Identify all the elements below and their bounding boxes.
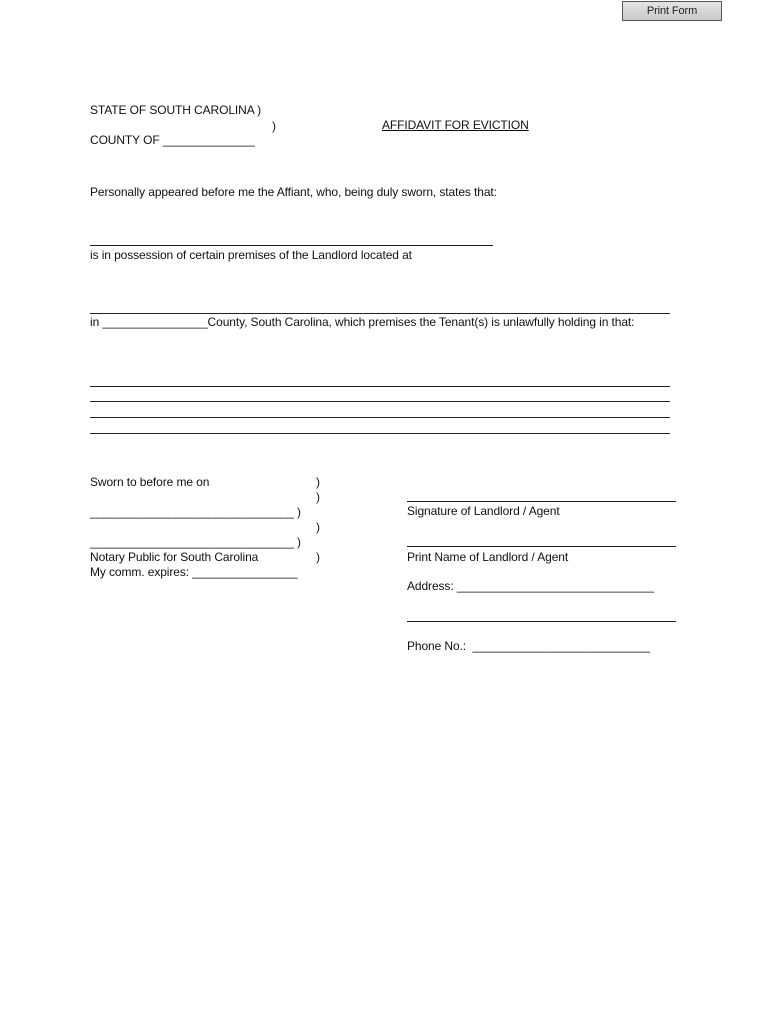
county-statement: in ________________County, South Carolina, which premises the Tenant(s) is unlawfully holding in that: (90, 315, 635, 329)
reason-line-1[interactable] (90, 386, 670, 387)
notary-paren-1: ) (316, 475, 320, 489)
print-name-label: Print Name of Landlord / Agent (407, 550, 569, 564)
reason-line-2[interactable] (90, 401, 670, 402)
intro-statement: Personally appeared before me the Affiant, who, being duly sworn, states that: (90, 185, 497, 199)
notary-name-line[interactable]: _______________________________ ) (90, 535, 301, 549)
landlord-print-name-line[interactable] (407, 546, 676, 547)
state-line: STATE OF SOUTH CAROLINA ) (90, 103, 262, 117)
document-title: AFFIDAVIT FOR EVICTION (382, 118, 529, 132)
possession-text: is in possession of certain premises of the Landlord located at (90, 248, 412, 262)
phone-field[interactable]: Phone No.: ___________________________ (407, 639, 651, 653)
reason-line-4[interactable] (90, 433, 670, 434)
reason-line-3[interactable] (90, 417, 670, 418)
notary-signature-line[interactable]: _______________________________ ) (90, 505, 301, 519)
commission-expires[interactable]: My comm. expires: ________________ (90, 565, 298, 579)
landlord-signature-line[interactable] (407, 501, 676, 502)
tenant-name-line[interactable] (90, 245, 493, 246)
notary-paren-2: ) (316, 490, 320, 504)
print-form-button[interactable]: Print Form (622, 1, 722, 21)
notary-paren-4: ) (316, 550, 320, 564)
premises-address-line[interactable] (90, 313, 670, 314)
notary-paren-3: ) (316, 520, 320, 534)
county-line: COUNTY OF ______________ (90, 133, 255, 147)
header-paren: ) (272, 119, 276, 133)
notary-public-label: Notary Public for South Carolina (90, 550, 259, 564)
address-field[interactable]: Address: ______________________________ (407, 579, 655, 593)
signature-label: Signature of Landlord / Agent (407, 504, 560, 518)
address-line-2[interactable] (407, 621, 676, 622)
sworn-label: Sworn to before me on (90, 475, 210, 489)
